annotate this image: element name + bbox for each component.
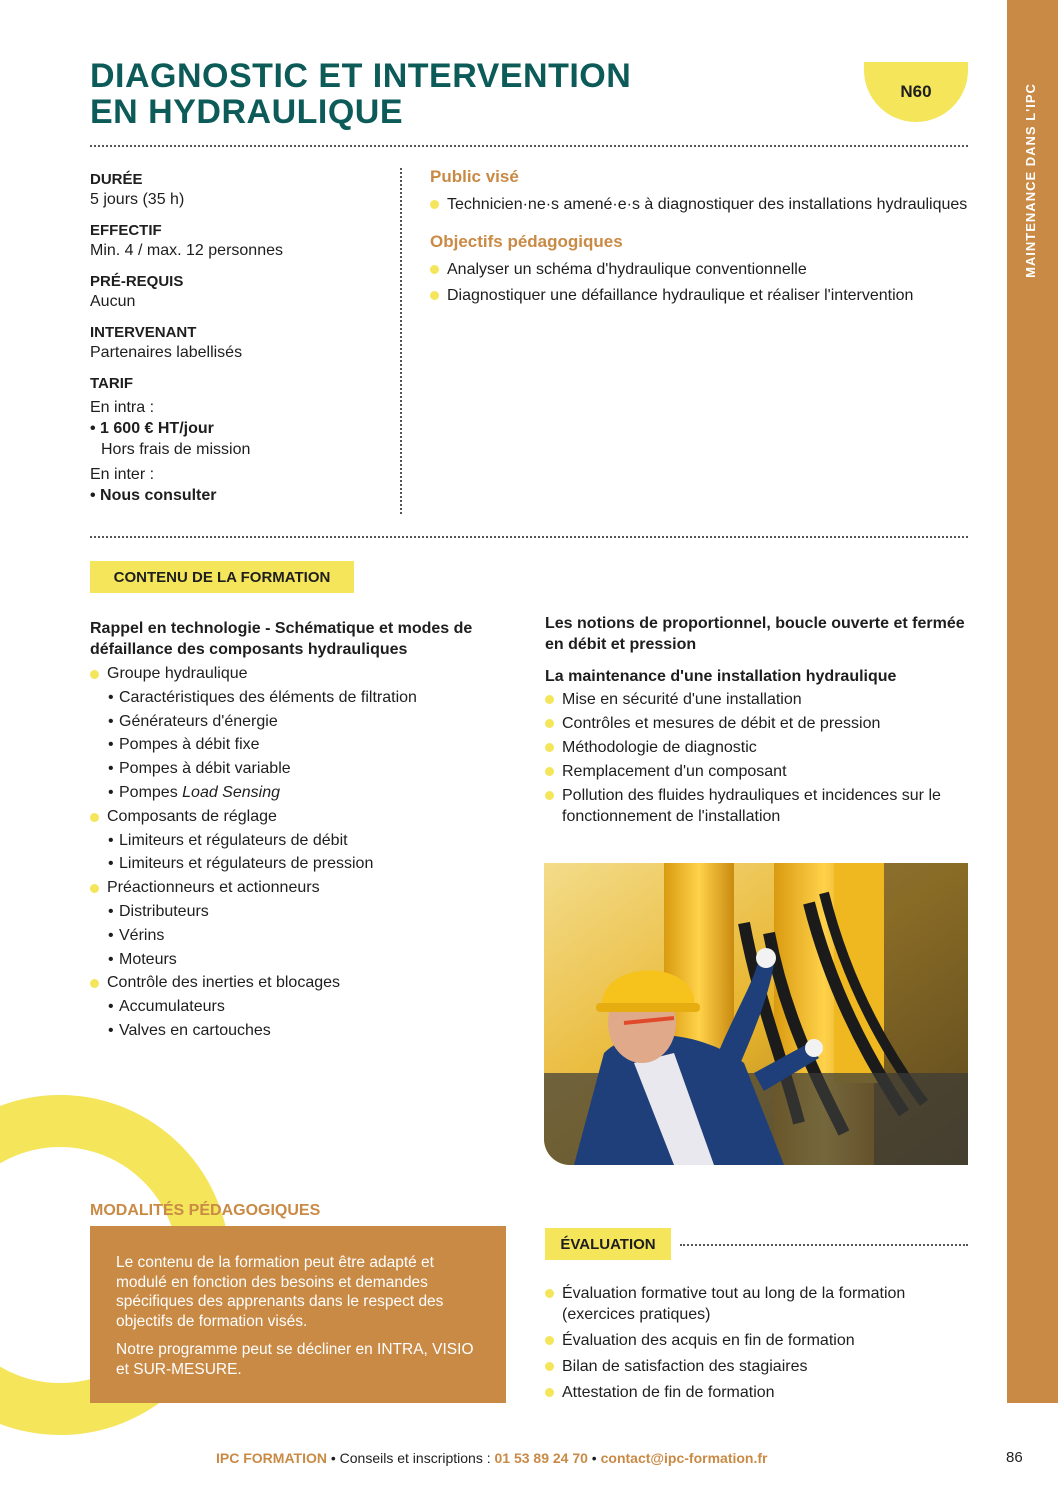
list-item: Évaluation formative tout au long de la formation (exercices pratiques) [545,1283,970,1325]
sub-item: • Limiteurs et régulateurs de débit [108,831,348,849]
public-title: Public visé [430,167,519,186]
page-number: 86 [1006,1449,1023,1466]
list-item: Analyser un schéma d'hydraulique conventionnelle [430,259,970,280]
divider-middle [90,536,968,538]
sub-item: • Limiteurs et régulateurs de pression [108,855,374,873]
contenu-label: CONTENU DE LA FORMATION [90,561,354,593]
list-item: Bilan de satisfaction des stagiaires [545,1356,970,1377]
group-label: Groupe hydraulique [107,665,248,682]
intervenant-label: INTERVENANT [90,324,197,341]
contenu-right-title-1: Les notions de proportionnel, boucle ouverte et fermée en débit et pression [545,615,965,653]
prerequis-value: Aucun [90,293,136,310]
sub-list [90,900,520,971]
sub-item: • Pompes à débit fixe [108,736,260,754]
technician-photo-illustration [544,863,968,1165]
effectif-value: Min. 4 / max. 12 personnes [90,242,283,259]
group-label: Contrôle des inerties et blocages [107,974,341,992]
evaluation-list [545,1283,970,1403]
list-item: Contrôles et mesures de débit et de pression [545,713,970,734]
list-item: Technicien·ne·s amené·e·s à diagnostiquer des installations hydrauliques [430,194,970,215]
tarif-inter-value: • Nous consulter [90,487,217,504]
modalites-box [90,1226,506,1403]
page-title [90,58,790,130]
modalites-text-2: Notre programme peut se décliner en INTRA, VISIO et SUR-MESURE. [116,1341,474,1378]
footer-phone[interactable]: 01 53 89 24 70 [494,1450,588,1466]
footer-separator: • Conseils et inscriptions : [326,1450,495,1466]
tarif-intra-price: • 1 600 € HT/jour [90,420,214,437]
sub-item: • Pompes Load Sensing [108,783,280,801]
contenu-left [90,618,520,1043]
effectif-label: EFFECTIF [90,222,162,239]
tarif-intra-note: Hors frais de mission [101,441,251,458]
intervenant-value: Partenaires labellisés [90,344,243,361]
list-item [90,876,520,971]
footer-separator-2: • [587,1450,601,1466]
technician-photo [544,863,968,1165]
sub-item: • Caractéristiques des éléments de filtration [108,688,417,706]
evaluation-divider [680,1244,968,1246]
tarif-inter: En inter : [90,466,155,483]
sub-item: • Valves en cartouches [108,1021,271,1039]
list-item [90,805,520,876]
sub-item: • Accumulateurs [108,998,225,1016]
divider-vertical [400,168,402,514]
prerequis-label: PRÉ-REQUIS [90,273,184,290]
audience-objectives [430,166,970,306]
course-code-badge [864,62,968,122]
modalites-title: MODALITÉS PÉDAGOGIQUES [90,1202,321,1219]
title-line-2: EN HYDRAULIQUE [90,93,404,131]
list-item [90,971,520,1042]
group-label: Composants de réglage [107,807,277,825]
side-band-label-wrap [1015,60,1045,300]
sub-item: • Pompes à débit variable [108,760,291,778]
duree-label: DURÉE [90,171,143,188]
footer-email[interactable]: contact@ipc-formation.fr [600,1450,768,1466]
list-item: Diagnostiquer une défaillance hydraulique et réaliser l'intervention [430,285,970,306]
list-item: Mise en sécurité d'une installation [545,689,970,710]
footer-brand: IPC FORMATION [216,1450,327,1466]
objectifs-list [430,259,970,306]
title-line-1: DIAGNOSTIC ET INTERVENTION [90,57,632,95]
sub-item: • Moteurs [108,950,177,968]
list-item: Méthodologie de diagnostic [545,737,970,758]
modalites-text-1: Le contenu de la formation peut être adapté et modulé en fonction des besoins et demandes spécifiques des apprenants dans le respect des objectifs de formation visés. [116,1254,444,1330]
maintenance-list [545,689,970,827]
tarif-label: TARIF [90,375,134,392]
list-item: Attestation de fin de formation [545,1382,970,1403]
contenu-right [545,613,970,827]
sub-item: • Vérins [108,926,165,944]
list-item: Évaluation des acquis en fin de formation [545,1330,970,1351]
evaluation-section [545,1283,970,1403]
side-band-label: MAINTENANCE DANS L'IPC [1022,82,1038,278]
public-list [430,194,970,215]
sub-list [90,829,520,877]
sub-list [90,995,520,1043]
tarif-intra: En intra : [90,399,155,416]
sub-item: • Générateurs d'énergie [108,712,278,730]
objectifs-title: Objectifs pédagogiques [430,232,623,251]
divider-top [90,145,968,147]
course-info [90,170,390,506]
contenu-groups [90,662,520,1043]
footer-line [216,1448,768,1468]
sub-list [90,686,520,805]
list-item [90,662,520,805]
contenu-left-title: Rappel en technologie - Schématique et modes de défaillance des composants hydrauliques [90,620,473,658]
evaluation-label: ÉVALUATION [545,1228,671,1260]
course-code: N60 [900,82,932,101]
group-label: Préactionneurs et actionneurs [107,879,320,897]
duree-value: 5 jours (35 h) [90,191,185,208]
contenu-right-title-2: La maintenance d'une installation hydraulique [545,668,897,685]
list-item: Remplacement d'un composant [545,761,970,782]
list-item: Pollution des fluides hydrauliques et incidences sur le fonctionnement de l'installation [545,785,970,827]
sub-item: • Distributeurs [108,902,209,920]
